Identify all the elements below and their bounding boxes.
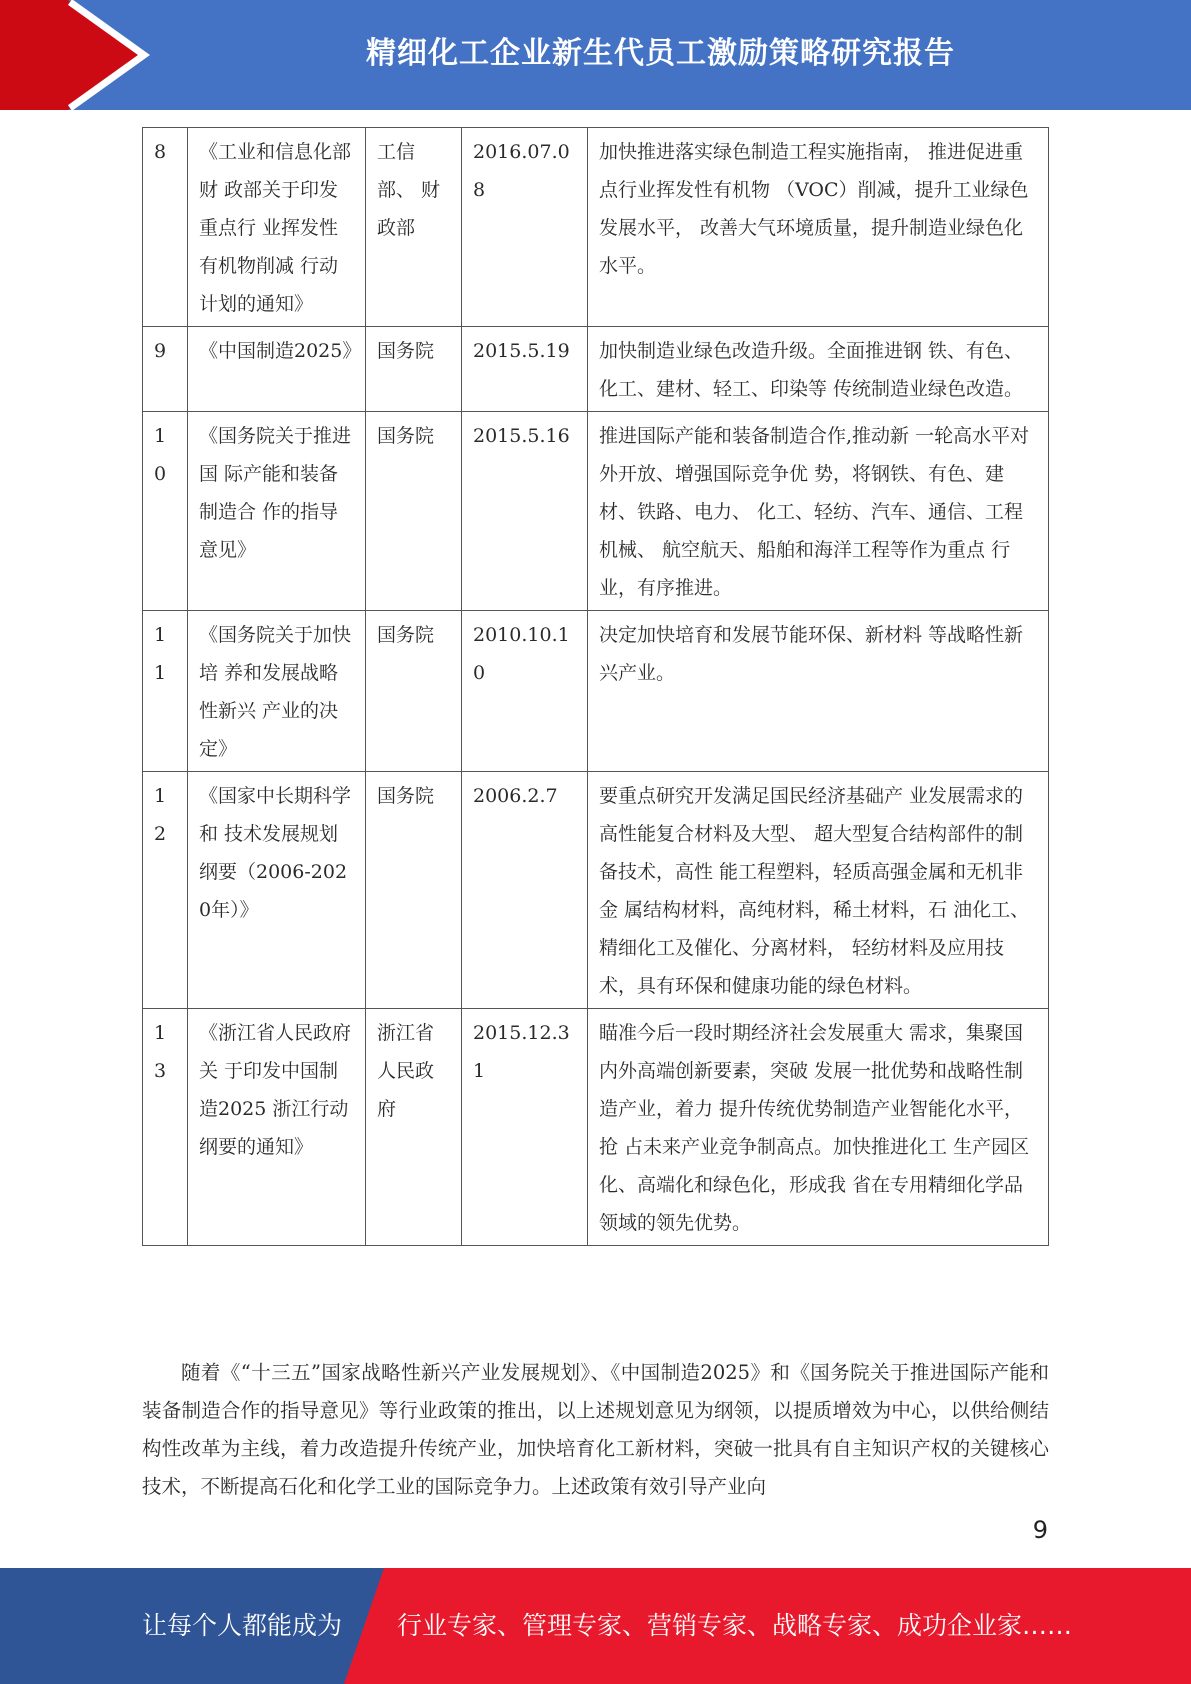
issuing-department: 工信部、 财政部 [366,128,462,327]
issue-date: 2016.07.08 [462,128,588,327]
policy-name: 《中国制造2025》 [188,327,366,412]
issue-date: 2015.5.19 [462,327,588,412]
page-number: 9 [1032,1516,1048,1544]
row-number: 10 [143,412,188,611]
table-row [143,327,1049,412]
report-title: 精细化工企业新生代员工激励策略研究报告 [366,36,955,71]
issuing-department: 国务院 [366,611,462,772]
issue-date: 2015.5.16 [462,412,588,611]
issuing-department: 国务院 [366,772,462,1009]
row-number: 13 [143,1009,188,1246]
issue-date: 2006.2.7 [462,772,588,1009]
policy-name: 《国务院关于推进国 际产能和装备制造合 作的指导意见》 [188,412,366,611]
policy-name: 《工业和信息化部财 政部关于印发重点行 业挥发性有机物削减 行动计划的通知》 [188,128,366,327]
page-header [0,0,1191,110]
body-paragraph: 随着《“十三五”国家战略性新兴产业发展规划》、《中国制造2025》和《国务院关于推进国际产能和装备制造合作的指导意见》等行业政策的推出，以上述规划意见为纲领，以提质增效为中心，以供给侧结构性改革为主线，着力改造提升传统产业，加快培育化工新材料，突破一批具有自主知识产权的关键核心技术，不断提高石化和化学工业的国际竞争力。上述政策有效引导产业向 [142,1361,1049,1498]
row-number: 12 [143,772,188,1009]
row-number: 8 [143,128,188,327]
policy-description: 加快推进落实绿色制造工程实施指南， 推进促进重点行业挥发性有机物 （VOC）削减，提升工业绿色发展水平， 改善大气环境质量，提升制造业绿色化 水平。 [588,128,1049,327]
policy-name: 《国务院关于加快培 养和发展战略性新兴 产业的决定》 [188,611,366,772]
policy-name: 《浙江省人民政府关 于印发中国制造2025 浙江行动纲要的通知》 [188,1009,366,1246]
row-number: 9 [143,327,188,412]
policy-description: 加快制造业绿色改造升级。全面推进钢 铁、有色、化工、建材、轻工、印染等 传统制造业绿色改造。 [588,327,1049,412]
issue-date: 2010.10.10 [462,611,588,772]
table-row [143,128,1049,327]
policy-name: 《国家中长期科学和 技术发展规划纲要（2006-2020年）》 [188,772,366,1009]
issuing-department: 国务院 [366,327,462,412]
header-arrow-decoration [0,0,150,110]
policy-description: 瞄准今后一段时期经济社会发展重大 需求，集聚国内外高端创新要素，突破 发展一批优势和战略性制造产业，着力 提升传统优势制造产业智能化水平，抢 占未来产业竞争制高点。加快推进化工 生产园区化、高端化和绿色化，形成我 省在专用精细化学品领域的领先优势。 [588,1009,1049,1246]
issuing-department: 浙江省人民政府 [366,1009,462,1246]
page-footer [0,1568,1191,1684]
table-row [143,412,1049,611]
issue-date: 2015.12.31 [462,1009,588,1246]
footer-slogan-right: 行业专家、管理专家、营销专家、战略专家、成功企业家…… [397,1611,1073,1640]
row-number: 11 [143,611,188,772]
policy-description: 要重点研究开发满足国民经济基础产 业发展需求的高性能复合材料及大型、 超大型复合结构部件的制备技术，高性 能工程塑料，轻质高强金属和无机非金 属结构材料，高纯材料，稀土材料，石 油化工、精细化工及催化、分离材料， 轻纺材料及应用技术，具有环保和健康功能的绿色材料。 [588,772,1049,1009]
table-row [143,1009,1049,1246]
issuing-department: 国务院 [366,412,462,611]
policy-table [142,127,1049,1246]
policy-description: 推进国际产能和装备制造合作,推动新 一轮高水平对外开放、增强国际竞争优 势，将钢铁、有色、建材、铁路、电力、 化工、轻纺、汽车、通信、工程机械、 航空航天、船舶和海洋工程等作为重点 行业，有序推进。 [588,412,1049,611]
table-row [143,772,1049,1009]
policy-description: 决定加快培育和发展节能环保、新材料 等战略性新兴产业。 [588,611,1049,772]
footer-slogan-left: 让每个人都能成为 [142,1611,343,1640]
table-row [143,611,1049,772]
